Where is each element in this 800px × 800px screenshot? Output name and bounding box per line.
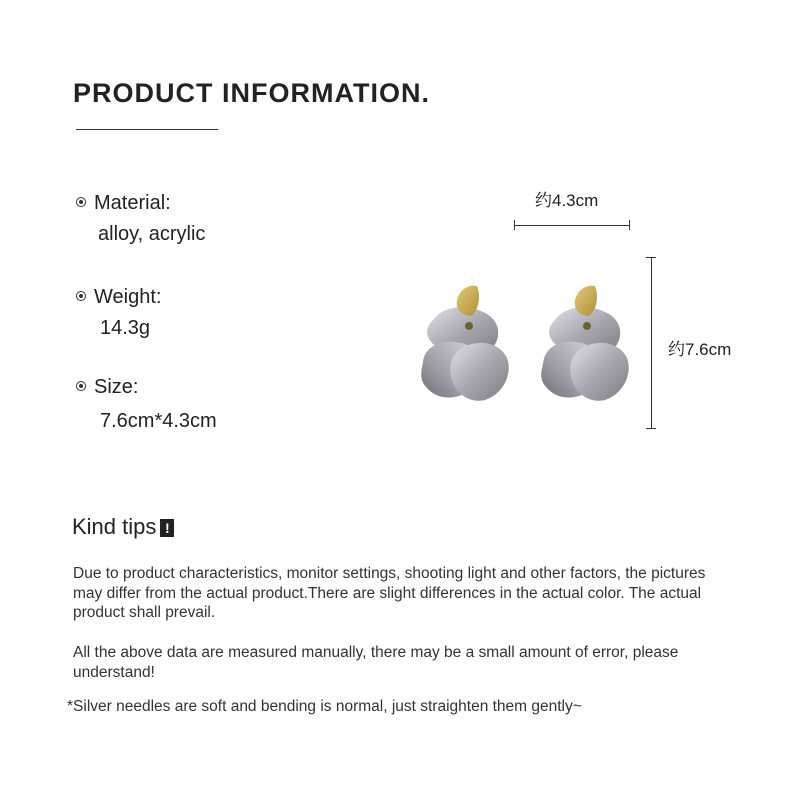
warning-icon: !	[160, 519, 174, 537]
bullet-icon	[76, 197, 86, 207]
tips-paragraph-1: Due to product characteristics, monitor settings, shooting light and other factors, the pictures may differ from the actual product.There are slight differences in the actual color. The actual product shall prevail.	[73, 565, 706, 621]
spec-material	[76, 192, 205, 246]
tips-paragraph-2: All the above data are measured manually, there may be a small amount of error, please understand!	[73, 644, 679, 681]
spec-material-value: alloy, acrylic	[98, 223, 206, 245]
page-title: PRODUCT INFORMATION.	[73, 78, 430, 108]
earring-right-icon	[541, 286, 629, 401]
width-dimension-line	[514, 225, 630, 226]
height-dimension-tick-top	[646, 257, 656, 258]
height-dimension-tick-bottom	[646, 428, 656, 429]
height-dimension-label: 约7.6cm	[668, 340, 732, 359]
spec-size-label: Size:	[94, 376, 139, 398]
height-dimension-line	[651, 257, 652, 429]
earring-left-icon	[421, 286, 509, 401]
kind-tips-label: Kind tips	[72, 514, 157, 539]
bullet-icon	[76, 291, 86, 301]
product-image	[415, 282, 635, 412]
spec-weight-value: 14.3g	[100, 317, 151, 339]
spec-weight-label: Weight:	[94, 286, 162, 308]
kind-tips-heading	[72, 514, 174, 540]
bullet-icon	[76, 381, 86, 391]
spec-material-label: Material:	[94, 192, 171, 214]
spec-size	[76, 376, 217, 433]
spec-weight	[76, 286, 161, 340]
width-dimension-tick-left	[514, 220, 515, 230]
width-dimension-label: 约4.3cm	[535, 191, 599, 210]
title-underline	[76, 129, 218, 130]
spec-size-value: 7.6cm*4.3cm	[100, 410, 217, 432]
tips-note: *Silver needles are soft and bending is normal, just straighten them gently~	[67, 698, 582, 715]
width-dimension-tick-right	[629, 220, 630, 230]
